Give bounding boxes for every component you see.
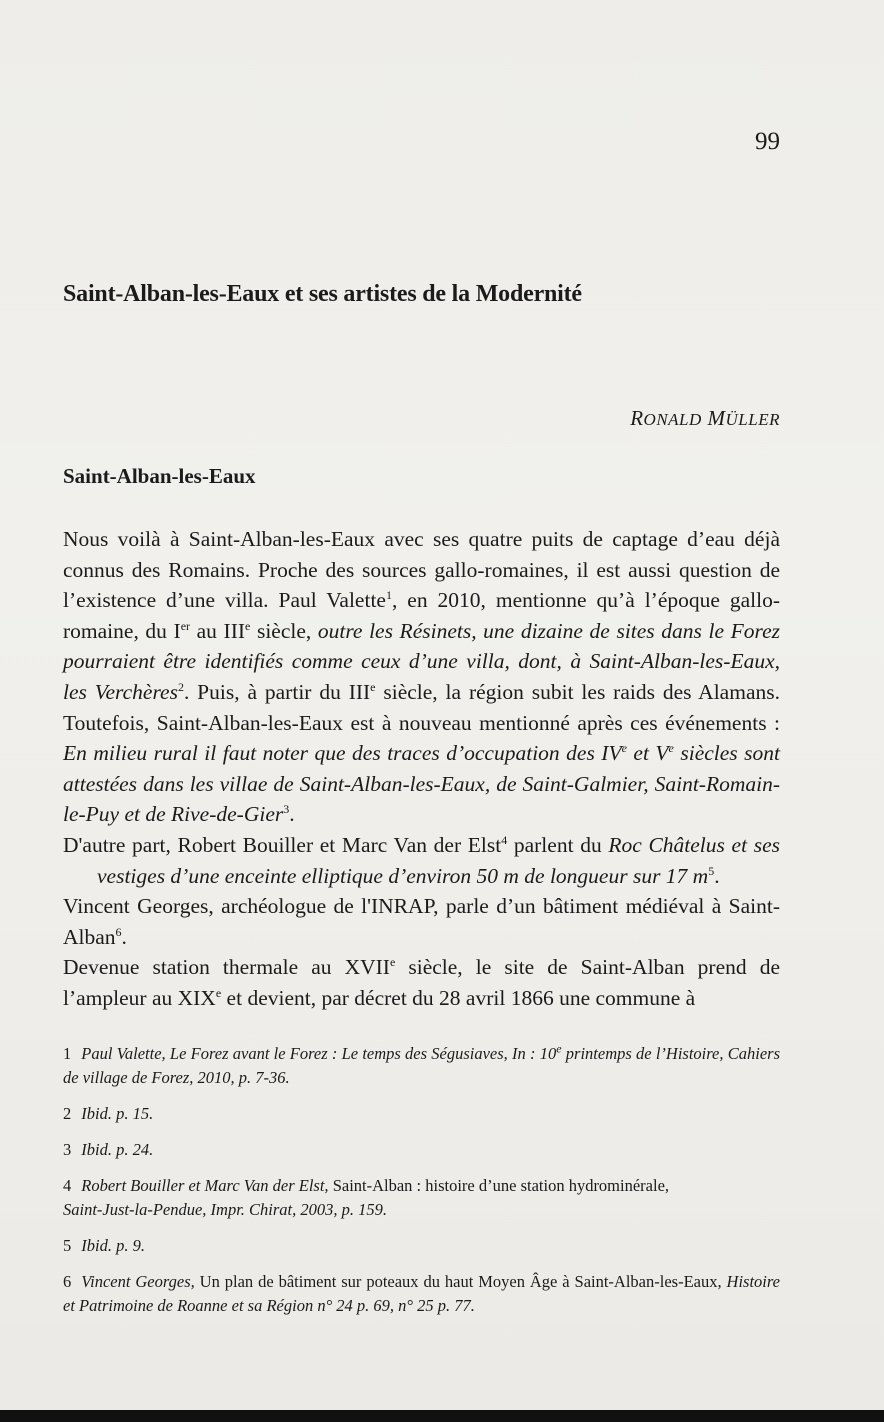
- footnote-ref-1: 1: [385, 588, 392, 603]
- text-run: siècle, le site de Saint-Alban prend de l’ampleur au XIX: [63, 955, 780, 1010]
- footnote-italic: printemps de l’Histoire, Cahiers de village de Forez, 2010, p. 7-36.: [63, 1044, 780, 1087]
- text-run: au III: [190, 618, 246, 643]
- footnote-number: 3: [63, 1140, 72, 1159]
- ordinal-sup: e: [370, 679, 376, 694]
- italic-quote: et V: [626, 741, 669, 766]
- footnote-text: Un plan de bâtiment sur poteaux du haut Moyen Âge à Saint-Alban-les-Eaux,: [194, 1272, 722, 1291]
- paragraph-1: [63, 524, 780, 830]
- footnote-italic: Saint-Just-la-Pendue, Impr. Chirat, 2003, p. 159.: [63, 1200, 388, 1219]
- footnote-italic: Ibid. p. 24.: [81, 1140, 154, 1159]
- footnote-2: [63, 1102, 780, 1126]
- footnote-italic: Vincent Georges,: [81, 1272, 195, 1291]
- footnote-text: Saint-Alban : histoire d’une station hydrominérale,: [328, 1176, 670, 1195]
- ordinal-sup: e: [621, 741, 627, 755]
- ordinal-sup: er: [180, 618, 191, 633]
- ordinal-sup: e: [215, 985, 222, 1000]
- text-run: siècle,: [250, 618, 318, 643]
- section-heading: Saint-Alban-les-Eaux: [63, 464, 256, 488]
- footnote-3: [63, 1138, 780, 1162]
- footnote-italic: Ibid. p. 15.: [81, 1104, 154, 1123]
- text-run: D'autre part, Robert Bouiller et Marc Van der Elst: [63, 832, 502, 857]
- footnote-4: [63, 1174, 780, 1222]
- footnote-ref-5: 5: [708, 863, 715, 878]
- author-first-initial: R: [630, 406, 644, 430]
- italic-quote: Roc Châtelus et ses: [608, 832, 780, 857]
- footnote-italic: Ibid. p. 9.: [81, 1236, 145, 1255]
- ordinal-sup: e: [556, 1041, 562, 1056]
- footnote-ref-6: 6: [115, 924, 122, 939]
- paragraph-2: [63, 830, 780, 891]
- italic-quote: outre les Résinets, une dizaine de sites dans le Forez pourraient être identifiés comme ceux d’une villa, dont, à Saint-Alban-les-Eaux, les Verchères: [63, 618, 780, 704]
- text-run: Nous voilà à Saint-Alban-les-Eaux avec ses quatre puits de captage d’eau déjà connus des Romains. Proche des sources gallo-romaines, il est aussi question de l’existence d’une villa. Paul Valette: [63, 527, 780, 613]
- italic-quote: vestiges d’une enceinte elliptique d’environ 50 m de longueur sur 17 m: [97, 863, 709, 888]
- text-run: et devient, par décret du 28 avril 1866 une commune à: [221, 985, 696, 1010]
- footnote-number: 5: [63, 1236, 72, 1255]
- text-run: siècle, la région subit les raids des Alamans. Toutefois, Saint-Alban-les-Eaux est à nouveau mentionné après ces événements :: [63, 679, 780, 735]
- italic-quote: siècles sont attestées dans les villae de Saint-Alban-les-Eaux, de Saint-Galmier, Saint-Romain-le-Puy et de Rive-de-Gier: [63, 741, 780, 827]
- author-last-initial: M: [707, 406, 726, 430]
- page-number: 99: [755, 128, 780, 155]
- footnote-number: 6: [63, 1272, 72, 1291]
- footnote-1: [63, 1042, 780, 1090]
- footnote-italic: Histoire et Patrimoine de Roanne et sa Région n° 24 p. 69, n° 25 p. 77.: [63, 1272, 780, 1315]
- text-run: .: [121, 924, 127, 949]
- footnote-ref-2: 2: [177, 679, 184, 694]
- text-run: , en 2010, mentionne qu’à l’époque gallo-romaine, du I: [63, 588, 780, 643]
- text-run: parlent du: [507, 832, 609, 857]
- body-text: [63, 524, 780, 1014]
- author-first-rest: ONALD: [643, 410, 702, 429]
- footnote-ref-3: 3: [283, 802, 290, 817]
- footnote-6: [63, 1270, 780, 1318]
- footnote-number: 1: [63, 1044, 72, 1063]
- text-run: Devenue station thermale au XVII: [63, 955, 390, 980]
- footnote-italic: Robert Bouiller et Marc Van der Elst,: [81, 1176, 329, 1195]
- author-last-rest: ÜLLER: [725, 410, 780, 429]
- footnote-5: [63, 1234, 780, 1258]
- footnote-ref-4: 4: [501, 832, 508, 847]
- ordinal-sup: e: [245, 618, 251, 633]
- footnote-number: 4: [63, 1176, 72, 1195]
- italic-quote: En milieu rural il faut noter que des traces d’occupation des IV: [63, 741, 622, 766]
- ordinal-sup: e: [389, 955, 396, 970]
- paragraph-3: [63, 891, 780, 952]
- footnote-number: 2: [63, 1104, 72, 1123]
- paragraph-4: [63, 952, 780, 1013]
- footnotes: [63, 1042, 780, 1330]
- scan-bottom-edge: [0, 1410, 884, 1422]
- article-title: Saint-Alban-les-Eaux et ses artistes de la Modernité: [63, 281, 582, 307]
- footnote-italic: Paul Valette, Le Forez avant le Forez : Le temps des Ségusiaves, In : 10: [81, 1044, 557, 1063]
- author-name: [630, 406, 780, 431]
- text-run: .: [714, 863, 720, 888]
- text-run: .: [289, 802, 295, 827]
- text-run: . Puis, à partir du III: [183, 679, 371, 704]
- text-run: Vincent Georges, archéologue de l'INRAP, parle d’un bâtiment médiéval à Saint-Alban: [63, 894, 780, 949]
- ordinal-sup: e: [668, 741, 674, 755]
